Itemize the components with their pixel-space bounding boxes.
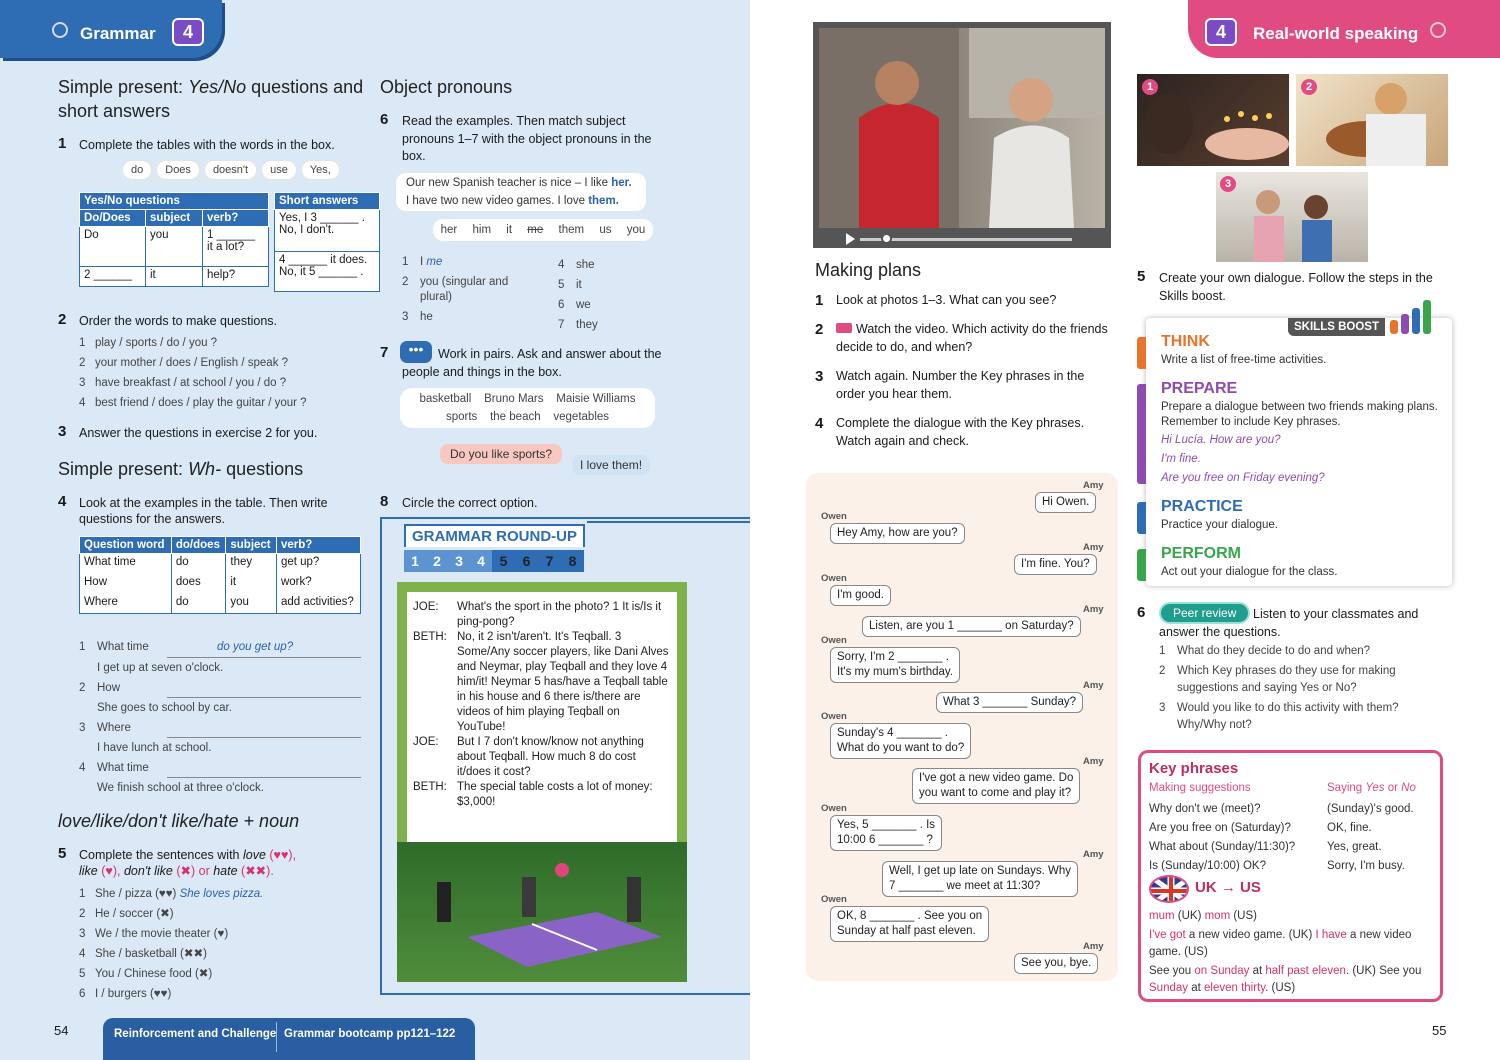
step-color-bar xyxy=(1137,502,1146,534)
ex5-instruction: Complete the sentences with love (♥♥), like (♥), don't like (✖) or hate (✖✖). xyxy=(79,848,297,878)
making-suggestions-head: Making suggestions xyxy=(1149,782,1251,794)
step-heading: PREPARE xyxy=(1161,380,1238,397)
yesno-table: Yes/No questions Do/Does subject verb? Do you 1 ______ it a lot? 2 ______ it help? xyxy=(79,192,269,287)
ex-number: 3 xyxy=(58,423,67,440)
list-item: 1 play / sports / do / you ? xyxy=(79,337,218,349)
speaker-label: Amy xyxy=(1083,480,1104,491)
list-item: 2 He / soccer (✖) xyxy=(79,908,174,920)
answer-line[interactable]: do you get up? xyxy=(167,637,361,658)
ex5-list xyxy=(79,884,263,1004)
clip-icon xyxy=(52,22,68,38)
blue-line xyxy=(587,517,750,523)
things-box: basketball Bruno Mars Maisie Williams sports the beach vegetables xyxy=(400,388,655,428)
making-plans-list: 1 Look at photos 1–3. What can you see? 2 Watch the video. Which activity do the friends decide to do, and when? 3 Watch again. Number the Key phrases in the order you hear them. 4 Complete the dialogue with the Key phrases. Watch again and check. xyxy=(815,292,1108,448)
dialogue-bubble: See you, bye. xyxy=(1014,953,1098,974)
step-heading: PERFORM xyxy=(1161,545,1241,562)
section-title-pronouns: Object pronouns xyxy=(380,77,513,97)
section-title-love: love/like/don't like/hate + noun xyxy=(58,811,300,831)
dialogue-bubble: Yes, 5 _______ . Is 10:00 6 _______ ? xyxy=(830,815,942,851)
step-text: Practice your dialogue. xyxy=(1161,519,1278,531)
footer-divider xyxy=(276,1022,277,1052)
ex-number: 5 xyxy=(58,845,67,862)
ex1-instruction: Complete the tables with the words in the box. xyxy=(79,138,335,152)
ex5r-instruction: Create your own dialogue. Follow the steps in the Skills boost. xyxy=(1159,271,1433,303)
ex4-instruction: Look at the examples in the table. Then write questions for the answers. xyxy=(79,496,328,526)
ex-number: 1 xyxy=(58,135,67,152)
roundup-title: GRAMMAR ROUND-UP xyxy=(404,524,585,547)
dialogue-bubble: What 3 _______ Sunday? xyxy=(936,692,1083,713)
footer-link-bootcamp[interactable]: Grammar bootcamp pp121–122 xyxy=(284,1028,456,1040)
speaking-title: Real-world speaking xyxy=(1253,24,1419,43)
ex7-instruction: Work in pairs. Ask and answer about the people and things in the box. xyxy=(402,347,662,379)
dialogue-bubble: Sorry, I'm 2 _______ . It's my mum's birthday. xyxy=(830,647,960,683)
peer-review-badge: Peer review xyxy=(1159,602,1250,624)
step-color-bar xyxy=(1137,549,1146,581)
step-text: Prepare a dialogue between two friends making plans. Remember to include Key phrases. xyxy=(1161,401,1438,428)
dialogue-bubble: I've got a new video game. Do you want to come and play it? xyxy=(912,768,1080,804)
answer-bubble: I love them! xyxy=(572,455,650,475)
speaker-label: Amy xyxy=(1083,604,1104,615)
photo-number-2: 2 xyxy=(1301,79,1317,95)
photo-1 xyxy=(1137,74,1289,166)
ex-number: 4 xyxy=(58,493,67,510)
ex-number: 6 xyxy=(1137,604,1146,621)
question-bubble: Do you like sports? xyxy=(440,444,562,464)
step-text: Write a list of free-time activities. xyxy=(1161,354,1327,366)
step-example: Are you free on Friday evening? xyxy=(1161,472,1325,484)
list-item: 4 She / basketball (✖✖) xyxy=(79,948,207,960)
teqball-photo xyxy=(397,842,687,982)
speaker-label: Amy xyxy=(1083,756,1104,767)
step-heading: THINK xyxy=(1161,333,1210,350)
speaker-label: Owen xyxy=(821,894,847,905)
photo-2 xyxy=(1296,74,1448,166)
subjects-col2: 4 she 5 it 6 we 7 they xyxy=(558,259,598,331)
list-item: 3 We / the movie theater (♥) xyxy=(79,928,229,940)
dialogue-bubble: Well, I get up late on Sundays. Why 7 _______ we meet at 11:30? xyxy=(882,861,1078,897)
video-player[interactable] xyxy=(813,22,1111,248)
answer-line[interactable] xyxy=(167,758,361,778)
grammar-title: Grammar xyxy=(80,24,156,43)
footer-link-reinforcement[interactable]: Reinforcement and Challenge xyxy=(114,1028,277,1040)
dialogue-bubble: OK, 8 _______ . See you on Sunday at half past eleven. xyxy=(830,906,989,942)
speaker-label: Owen xyxy=(821,573,847,584)
answer-line[interactable] xyxy=(167,678,361,698)
saying-yes-no-head: Saying Yes or No xyxy=(1327,782,1416,794)
speaker-label: Amy xyxy=(1083,849,1104,860)
ex-number: 6 xyxy=(380,111,389,128)
making-plans-title: Making plans xyxy=(815,260,922,280)
section-title-wh: Simple present: Wh- questions xyxy=(58,459,304,479)
photo-number-1: 1 xyxy=(1142,79,1158,95)
teqball-photo-art xyxy=(397,842,687,982)
clip-icon xyxy=(1430,22,1446,38)
ex2-list xyxy=(79,333,307,413)
page-number: 55 xyxy=(1432,1023,1447,1038)
dialogue-bubble: I'm fine. You? xyxy=(1014,554,1097,575)
suggestions-list: Why don't we (meet)? Are you free on (Saturday)? What about (Sunday/11:30)? Is (Sunday/10:00) OK? xyxy=(1149,803,1296,872)
photo-2-art xyxy=(1296,74,1448,166)
speaker-label: Owen xyxy=(821,803,847,814)
bars-art xyxy=(1390,300,1436,334)
ex-number: 5 xyxy=(1137,268,1146,285)
video-icon xyxy=(836,323,852,333)
uk-us-flag-icon xyxy=(1149,875,1189,903)
wh-table: Question word do/does subject verb? What time do they get up? How does it work? Where do you add activities? xyxy=(79,536,361,614)
photo-3-art xyxy=(1216,172,1368,262)
step-example: Hi Lucía. How are you? xyxy=(1161,434,1281,446)
ex-number: 7 xyxy=(380,344,389,361)
speaker-label: Amy xyxy=(1083,941,1104,952)
progress-handle[interactable] xyxy=(881,233,892,244)
step-color-bar xyxy=(1137,384,1146,484)
video-frame xyxy=(819,28,1105,228)
ex6r-list: 1 What do they decide to do and when? 2 Which Key phrases do they use for making suggestions and saying Yes or No? 3 Would you like to do this activity with them? Why/Why not? xyxy=(1159,645,1399,731)
step-color-bar xyxy=(1137,337,1146,369)
pronoun-box: her him it me them us you xyxy=(433,219,653,241)
list-item: 2 your mother / does / English / speak ? xyxy=(79,357,289,369)
video-art xyxy=(819,28,1105,228)
subjects-col1: 1 I me 2 you (singular and plural) 3 he xyxy=(402,256,509,323)
list-item: 5 You / Chinese food (✖) xyxy=(79,968,213,980)
speaker-label: Owen xyxy=(821,635,847,646)
list-item: 3 have breakfast / at school / you / do ? xyxy=(79,377,287,389)
ex6r-instruction: Listen to your classmates and answer the questions. xyxy=(1159,607,1419,639)
dialogue-bubble: Hey Amy, how are you? xyxy=(830,523,965,544)
step-heading: PRACTICE xyxy=(1161,498,1243,515)
speaker-label: Amy xyxy=(1083,680,1104,691)
section-title-yesno: Simple present: Yes/No questions and short answers xyxy=(58,77,364,121)
roundup-nums: 1 2 3 4 5 6 7 8 xyxy=(404,550,584,572)
short-answers-table: Short answers Yes, I 3 ______ . No, I don't. 4 ______ it does. No, it 5 ______ . xyxy=(274,192,380,292)
ex-number: 2 xyxy=(58,311,67,328)
page-number: 54 xyxy=(54,1023,69,1038)
ex-number: 8 xyxy=(380,493,389,510)
dialogue-bubble: Sunday's 4 _______ . What do you want to do? xyxy=(830,723,971,759)
speaker-label: Owen xyxy=(821,511,847,522)
example-box: Our new Spanish teacher is nice – I like her. I have two new video games. I love them. xyxy=(396,173,646,211)
unit-badge: 4 xyxy=(172,18,204,46)
roundup-text: JOE: What's the sport in the photo? 1 It is/Is it ping-pong? BETH: No, it 2 isn't/aren't. It's Teqball. 3 Some/Any soccer players, like Dani Alves and Neymar, play Teqball and they love 4 him/it! Neymar 5 has/have a Teqball table in his house and 6 there is/there are videos of him playing Teqball on YouTube! JOE: But I 7 don't know/know not anything about Teqball. How much 8 do cost it/does it cost? BETH: The special table costs a lot of money: $3,000! xyxy=(407,592,677,842)
photo-1-art xyxy=(1137,74,1289,166)
uk-us-examples: mum (UK) mom (US) I've got a new video game. (UK) I have a new video game. (US) See you on Sunday at half past eleven. (UK) See you Sunday at eleven thirty. (US) xyxy=(1149,910,1422,994)
ex3-instruction: Answer the questions in exercise 2 for you. xyxy=(79,426,318,440)
word-box: do Does doesn't use Yes, xyxy=(122,160,340,180)
yes-no-list: (Sunday)'s good. OK, fine. Yes, great. Sorry, I'm busy. xyxy=(1327,803,1414,872)
speaker-label: Amy xyxy=(1083,542,1104,553)
dialogue-bubble: Listen, are you 1 _______ on Saturday? xyxy=(862,616,1081,637)
dialogue-bubble: Hi Owen. xyxy=(1035,492,1096,513)
key-phrases-title: Key phrases xyxy=(1149,760,1239,777)
photo-3 xyxy=(1216,172,1368,262)
answer-line[interactable] xyxy=(167,718,361,738)
play-icon[interactable] xyxy=(846,233,855,245)
step-example: I'm fine. xyxy=(1161,453,1201,465)
skills-boost-badge: SKILLS BOOST xyxy=(1288,318,1385,336)
photo-number-3: 3 xyxy=(1220,176,1236,192)
list-item: 1 She / pizza (♥♥) She loves pizza. xyxy=(79,888,264,900)
list-item: 6 I / burgers (♥♥) xyxy=(79,988,172,1000)
dialogue-bubble: I'm good. xyxy=(830,585,891,606)
skills-bars-icon xyxy=(1390,300,1436,334)
speech-icon: ••• xyxy=(400,341,432,363)
list-item: 4 best friend / does / play the guitar / your ? xyxy=(79,397,307,409)
ex6-instruction: Read the examples. Then match subject pronouns 1–7 with the object pronouns in the box. xyxy=(402,114,652,163)
ex8-instruction: Circle the correct option. xyxy=(402,496,538,510)
ex2-instruction: Order the words to make questions. xyxy=(79,314,278,328)
unit-badge: 4 xyxy=(1205,18,1237,46)
step-text: Act out your dialogue for the class. xyxy=(1161,566,1338,578)
uk-us-label: UK → US xyxy=(1195,879,1261,896)
speaker-label: Owen xyxy=(821,711,847,722)
wh-exercises: 1 What time do you get up? I get up at seven o'clock. 2 How She goes to school by car. 3 Where I have lunch at school. 4 What time We finish school at three o'clock. xyxy=(79,637,361,798)
